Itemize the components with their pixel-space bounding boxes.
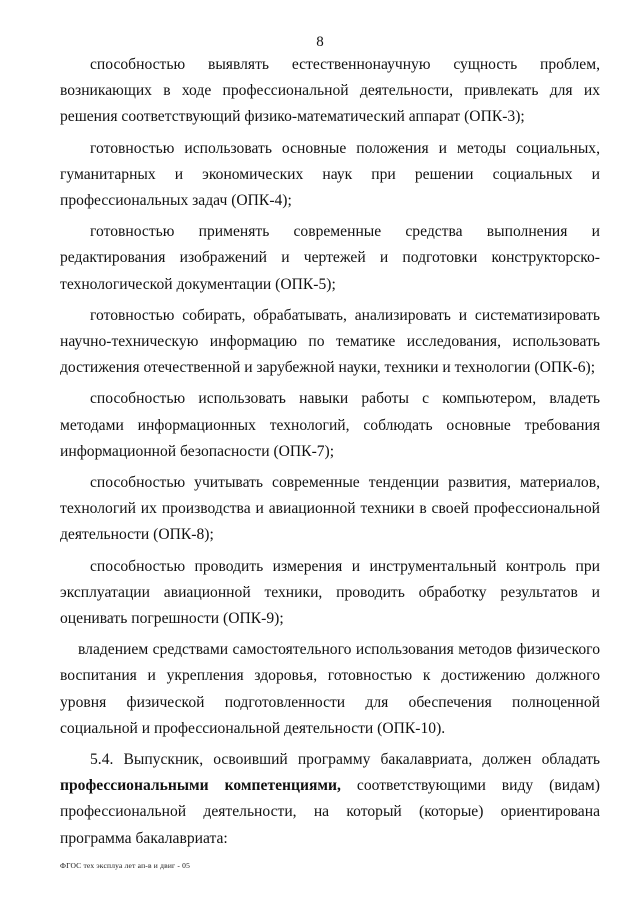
paragraph-opk-6: готовностью собирать, обрабатывать, анализировать и систематизировать научно-техническую информацию по тематике исследования, использовать достижения отечественной и зарубежной науки, техники и технологии (ОПК-6);	[60, 306, 600, 377]
paragraph-section-5-4	[60, 747, 600, 852]
section-5-4-rest: соответствующими виду (видам) профессиональной деятельности, на который (которые) ориентирована программа бакалавриата:	[60, 777, 600, 847]
paragraph-opk-10: владением средствами самостоятельного использования методов физического воспитания и укрепления здоровья, готовностью к достижению должного уровня физической подготовленности для обеспечения полноценной социальной и профессиональной деятельности (ОПК-10).	[60, 641, 600, 737]
page-footer: ФГОС тех эксплуа лет ап-в и двиг - 05	[60, 861, 191, 870]
paragraph-opk-3: способностью выявлять естественнонаучную сущность проблем, возникающих в ходе профессиональной деятельности, привлекать для их решения соответствующий физико-математический аппарат (ОПК-3);	[60, 56, 600, 126]
paragraph-opk-5: готовностью применять современные средства выполнения и редактирования изображений и чертежей и подготовки конструкторско-технологической документации (ОПК-5);	[60, 223, 600, 293]
paragraph-opk-9: способностью проводить измерения и инструментальный контроль при эксплуатации авиационной техники, проводить обработку результатов и оценивать погрешности (ОПК-9);	[60, 557, 600, 628]
section-5-4-lead: 5.4. Выпускник, освоивший программу бакалавриата, должен обладать	[90, 751, 600, 769]
paragraph-opk-7: способностью использовать навыки работы с компьютером, владеть методами информационных технологий, соблюдать основные требования информационной безопасности (ОПК-7);	[60, 390, 600, 460]
document-body	[60, 52, 600, 857]
section-5-4-bold-term: профессиональными компетенциями,	[60, 777, 341, 795]
page-number: 8	[316, 34, 324, 50]
paragraph-opk-4: готовностью использовать основные положения и методы социальных, гуманитарных и экономических наук при решении социальных и профессиональных задач (ОПК-4);	[60, 139, 600, 210]
paragraph-opk-8: способностью учитывать современные тенденции развития, материалов, технологий их производства и авиационной техники в своей профессиональной деятельности (ОПК-8);	[60, 474, 600, 544]
